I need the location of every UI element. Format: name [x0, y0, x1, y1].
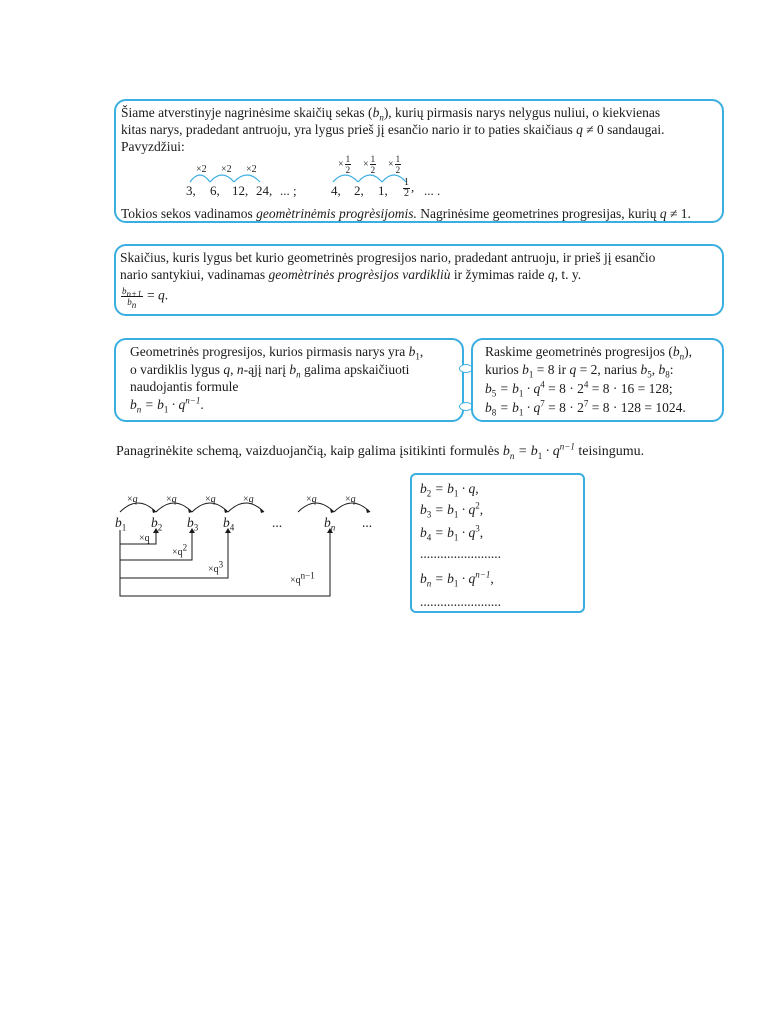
scheme-arc-label: ×q	[306, 494, 317, 505]
nth-term-formula: $b_n = b_1 \cdot q^{n-1}$.	[130, 395, 204, 415]
seq1-item: 12,	[232, 183, 249, 198]
seq1-item: ... ;	[280, 183, 297, 198]
scheme-prompt: Panagrinėkite schemą, vaizduojančią, kaip galima įsitikinti formulės $b_n = b_1 \cdot q^{n-1}$ teisingumu.	[116, 441, 645, 461]
intro-line-1: Šiame atverstinyje nagrinėsime skaičių sekas $(b_n)$, kurių pirmasis narys nelygus nuliui, o kiekvienas	[121, 105, 661, 123]
seq1-mult-1: ×2	[196, 164, 207, 175]
ratio-formula: $\frac{b_{n+1}}{b_n}$ = q.	[122, 286, 169, 310]
example-eq-b8: $b_8 = b_1 \cdot q^7 = 8 \cdot 2^7 = 8 \cdot 128 = 1024$.	[485, 398, 686, 418]
seq2-item: 4,	[331, 183, 341, 198]
scheme-bracket-label: $\times q^3$	[208, 559, 224, 575]
scheme-arc-label: ×q	[345, 494, 356, 505]
scheme-arc-label: ×q	[127, 494, 138, 505]
scheme-arc-label: ×q	[205, 494, 216, 505]
scheme-ellipsis: ...	[362, 515, 373, 530]
ratio-line-1: Skaičius, kuris lygus bet kurio geometrinės progresijos nario, pradedant antruoju, ir prieš jį esančio	[120, 250, 656, 265]
intro-line-2: kitas narys, pradedant antruoju, yra lygus prieš jį esančio nario ir to paties skaičiaus q ≠ 0 sandaugai.	[121, 122, 665, 137]
derivation-row: $b_3 = b_1 \cdot q^2$,	[420, 500, 484, 520]
intro-last-line: Tokios sekos vadinamos geomètrinėmis progrèsijomis. Nagrinėsime geometrines progresijas, kurių q ≠ 1.	[121, 206, 691, 221]
scheme-arc-label: ×q	[166, 494, 177, 505]
example-line-2: kurios $b_1 = 8$ ir q = 2, narius $b_5$, $b_8$:	[485, 362, 674, 380]
derivation-dots: ........................	[420, 594, 501, 609]
seq2-mult-3: × $\frac{1}{2}$	[388, 154, 401, 175]
scheme-diagram	[110, 490, 400, 600]
ratio-line-2: nario santykiui, vadinamas geomètrinės progrèsijos vardikliù ir žymimas raide q, t. y.	[120, 267, 582, 282]
derivation-row: $b_4 = b_1 \cdot q^3$,	[420, 523, 484, 543]
scheme-bracket-label: $\times q^2$	[172, 542, 188, 558]
scheme-arc-label: ×q	[243, 494, 254, 505]
scheme-bracket-label: $\times q^{n-1}$	[290, 570, 315, 586]
formula-line-3: naudojantis formule	[130, 379, 239, 394]
seq1-item: 24,	[256, 183, 273, 198]
seq2-item: 1,	[378, 183, 388, 198]
derivation-row: $b_2 = b_1 \cdot q$,	[420, 481, 479, 499]
scheme-term: $b_3$	[187, 515, 199, 533]
formula-line-1: Geometrinės progresijos, kurios pirmasis narys yra $b_1$,	[130, 344, 424, 362]
seq1-item: 3,	[186, 183, 196, 198]
scheme-term: $b_4$	[223, 515, 235, 533]
derivation-dots: ........................	[420, 546, 501, 561]
seq1-item: 6,	[210, 183, 220, 198]
example-eq-b5: $b_5 = b_1 \cdot q^4 = 8 \cdot 2^4 = 8 \cdot 16 = 128$;	[485, 379, 673, 399]
intro-line-3: Pavyzdžiui:	[121, 139, 185, 154]
example-line-1: Raskime geometrinės progresijos $(b_n)$,	[485, 344, 692, 362]
seq2-item-fraction: $\frac{1}{2}$ ,	[404, 177, 415, 199]
scheme-term: $b_n$	[324, 515, 336, 533]
scheme-term: $b_1$	[115, 515, 127, 533]
formula-line-2: o vardiklis lygus q, n-ąjį narį $b_n$ galima apskaičiuoti	[130, 362, 410, 380]
seq2-item: 2,	[354, 183, 364, 198]
seq2-mult-2: × $\frac{1}{2}$	[363, 154, 376, 175]
scheme-ellipsis: ...	[272, 515, 283, 530]
seq2-item: ... .	[424, 183, 441, 198]
derivation-row: $b_n = b_1 \cdot q^{n-1}$,	[420, 569, 494, 589]
seq1-mult-3: ×2	[246, 164, 257, 175]
scheme-term: $b_2$	[151, 515, 163, 533]
seq1-mult-2: ×2	[221, 164, 232, 175]
seq2-mult-1: × $\frac{1}{2}$	[338, 154, 351, 175]
scheme-bracket-label: ×q	[139, 533, 150, 544]
